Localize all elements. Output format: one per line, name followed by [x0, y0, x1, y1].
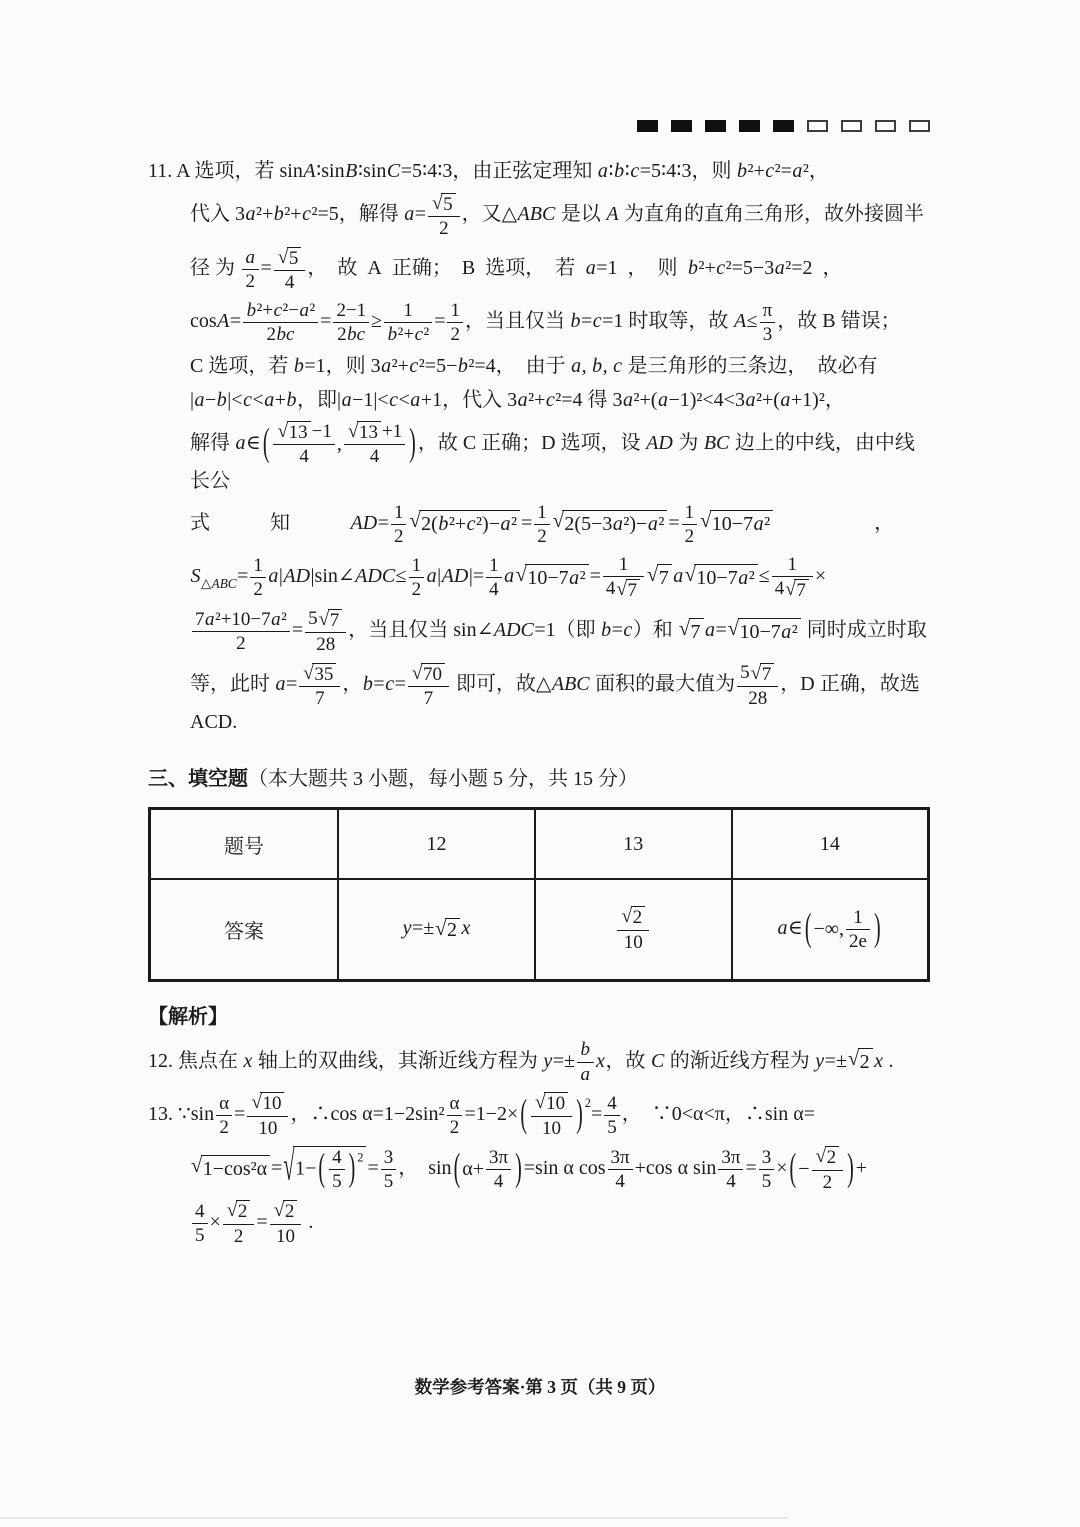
marker-square-filled [739, 120, 760, 132]
scan-artifact-line [0, 1517, 788, 1519]
fraction: $\frac{1}{2}$ [534, 502, 550, 548]
fraction: $\frac{1}{2e}$ [846, 907, 870, 953]
radical-sign-icon: √ [409, 510, 421, 533]
section-3-heading [148, 762, 930, 791]
fraction: √ 13 +1 4 [344, 421, 405, 468]
p11-line-3: 径 为 $\frac{a}{2}$ = √ 5 4 ， 故 A 正确； B 选项， 若 a=1 ， 则 b²+c²=5−3a²=2 ， [190, 246, 843, 293]
fraction: $\frac{\alpha}{2}$ [216, 1093, 232, 1139]
paren-group: ( α+ $\frac{3\pi}{4}$ ) [453, 1146, 522, 1192]
marker-square-empty [841, 120, 862, 132]
marker-square-filled [705, 120, 726, 132]
fraction: 1 4 √ 7 [603, 554, 644, 601]
fraction: √ 70 7 [408, 662, 449, 709]
radical-sign-icon: √ [700, 510, 712, 533]
paren-group: ( − √ 2 2 ) [789, 1146, 854, 1193]
radical-sign-icon: √ [647, 563, 659, 586]
fraction: $\frac{1}{\text{b²+c²}}$ [384, 300, 432, 346]
paren-group: ( −∞, $\frac{1}{2e}$ ) [804, 906, 881, 952]
fraction: 1 4 √ 7 [772, 554, 813, 601]
sqrt: √ 2(5−3a²)−a² [553, 510, 668, 538]
fraction: $\frac{a}{2}$ [242, 247, 259, 293]
sqrt: √ 2 [621, 906, 645, 928]
analysis-label: 【解析】 [148, 1006, 228, 1029]
radical-sign-icon: √ [277, 421, 289, 443]
sqrt: √ 2 [435, 918, 460, 942]
p11-line-6: |a−b|<c<a+b，即|a−1|<c<a+1，代入 3a²+c²=4 得 3a²+(a−1)²<4<3a²+(a+1)²， [190, 388, 845, 411]
fraction: √ 35 7 [299, 662, 340, 709]
radical-sign-icon: √ [815, 1146, 827, 1168]
page-footer: 数学参考答案·第 3 页（共 9 页） [414, 1377, 666, 1397]
radical-sign-icon: √ [684, 563, 696, 586]
fraction: $\frac{3\pi}{4}$ [608, 1147, 633, 1193]
sqrt: √ 7 [647, 564, 672, 592]
problem-13-solution [148, 1092, 930, 1247]
answers-table [148, 807, 930, 982]
sqrt: √ 10−7a² [728, 618, 801, 646]
marker-square-filled [637, 120, 658, 132]
sqrt: √ 1−cos²α [191, 1155, 270, 1183]
fraction: $\frac{3}{5}$ [381, 1147, 397, 1193]
sqrt: √ 10 [251, 1092, 284, 1114]
sqrt: √ 1− ( $\frac{4}{5}$ ) $^2$ [283, 1146, 366, 1193]
radical-sign-icon: √ [251, 1092, 262, 1114]
sqrt: √ 70 [412, 663, 445, 685]
answer-cell-label: 答案 [150, 879, 339, 981]
section-3-note: （本大题共 3 小题，每小题 5 分，共 15 分） [248, 768, 638, 791]
sqrt: √ 2 [816, 1146, 840, 1168]
page-marker-squares [148, 120, 930, 132]
fraction: $\frac{\alpha}{2}$ [447, 1093, 463, 1139]
p11-line-11: 等，此时 a= √ 35 7 ，b=c= √ 70 7 即可，故△ABC 面积的最大值为 5 √ 7 28 ，D 正确，故选 ACD. [190, 662, 920, 734]
sqrt: √ 2 [274, 1200, 298, 1222]
p12-line-1: 12. 焦点在 x 轴上的双曲线，其渐近线方程为 y=± $\frac{b}{a}$ x，故 C 的渐近线方程为 y=± √ 2 x . [148, 1039, 894, 1085]
radical-sign-icon: √ [277, 246, 289, 268]
fraction: √ 13 −1 4 [273, 421, 334, 468]
fraction: $\frac{\text{b²+c²−a²}}{2bc}$ [243, 300, 318, 346]
sqrt: √ 7 [679, 618, 704, 646]
radical-sign-icon: √ [347, 421, 359, 443]
marker-square-empty [875, 120, 896, 132]
sqrt: √ 7 [785, 579, 809, 601]
fraction: $\frac{1}{2}$ [409, 555, 425, 601]
section-3-title: 三、填空题 [148, 768, 248, 791]
fraction: $\frac{3}{5}$ [759, 1147, 775, 1193]
fraction: √ 2 10 [270, 1200, 302, 1247]
sqrt: √ 5 [432, 193, 456, 215]
radical-sign-icon: √ [318, 608, 330, 630]
fraction: $\frac{b}{a}$ [577, 1039, 594, 1085]
fraction: $\frac{1}{2}$ [682, 502, 698, 548]
answer-cell-q12: y=± √ 2 x [338, 879, 535, 981]
radical-sign-icon: √ [273, 1200, 285, 1222]
problem-11-solution [148, 158, 930, 736]
sqrt: √ 7 [319, 609, 343, 631]
sqrt: √ 10−7a² [700, 510, 773, 538]
fraction: $\frac{3\pi}{4}$ [718, 1147, 743, 1193]
header-cell-q12: 12 [338, 809, 535, 879]
radical-sign-icon: √ [534, 1092, 546, 1114]
table-header-row [150, 809, 929, 879]
marker-square-filled [671, 120, 692, 132]
radical-sign-icon: √ [616, 578, 628, 600]
fraction: 5 √ 7 28 [305, 608, 346, 655]
radical-sign-icon: √ [303, 662, 314, 684]
p13-line-1: 13. ∵sin $\frac{\alpha}{2}$ = √ 10 10 ，∴cos α=1−2sin² $\frac{\alpha}{2}$ =1−2× ( √ 10 10 ) $^2$= $\frac{4}{5}$ ， ∵0<α<π，∴sin α= [148, 1092, 815, 1139]
sqrt: √ 5 [278, 247, 302, 269]
fraction: 5 √ 7 28 [737, 662, 778, 709]
sqrt: √ 2(b²+c²)−a² [409, 510, 519, 538]
sqrt: √ 2 [227, 1200, 251, 1222]
fraction: $\frac{1}{2}$ [447, 300, 463, 346]
marker-square-empty [909, 120, 930, 132]
fraction: $\frac{\pi}{3}$ [760, 300, 776, 346]
paren-group: ( √ 10 10 ) [520, 1092, 583, 1139]
fraction: $\frac{\text{7a²+10−7a²}}{2}$ [192, 609, 290, 655]
p11-line-7: 解得 a∈ ( √ 13 −1 4 , √ 13 +1 4 ) ，故 C 正确；D 选项，设 AD 为 BC 边上的中线，由中线长公 [190, 420, 915, 492]
sqrt: √ 7 [751, 663, 775, 685]
header-cell-q13: 13 [535, 809, 732, 879]
fraction: $\frac{2-1}{2bc}$ [333, 300, 369, 346]
fraction: $\frac{4}{5}$ [329, 1147, 345, 1193]
radical-sign-icon: √ [435, 917, 447, 940]
paren-group: ( $\frac{4}{5}$ ) [318, 1147, 356, 1193]
p13-line-2: √ 1−cos²α = √ 1− ( $\frac{4}{5}$ ) $^2$ = $\frac{3}{5}$ ， sin ( α+ $\frac{3\pi}{4}$ ) =sin α cos $\frac{3\pi}{4}$ +cos α sin $\frac{3\pi}{4}$ = $\frac{3}{5}$ × ( − √ 2 2 ) + [191, 1144, 868, 1193]
fraction: √ 10 10 [531, 1092, 572, 1139]
paren-group: ( √ 13 −1 4 , √ 13 +1 4 ) [262, 420, 416, 468]
marker-square-empty [807, 120, 828, 132]
radical-sign-icon: √ [283, 1144, 295, 1190]
radical-sign-icon: √ [750, 662, 762, 684]
fraction: √ 2 10 [617, 906, 649, 953]
sqrt: √ 7 [616, 579, 640, 601]
fraction: $\frac{1}{2}$ [250, 555, 266, 601]
answer-cell-q13 [535, 879, 732, 981]
radical-sign-icon: √ [678, 617, 691, 640]
fraction: √ 2 2 [223, 1200, 255, 1247]
p13-line-3: $\frac{4}{5}$ × √ 2 2 = √ 2 10 . [148, 1200, 930, 1247]
marker-square-filled [773, 120, 794, 132]
fraction: $\frac{1}{4}$ [486, 555, 502, 601]
table-answer-row [150, 879, 929, 981]
fraction: $\frac{4}{5}$ [604, 1093, 620, 1139]
fraction: √ 5 4 [274, 246, 306, 293]
p11-line-4: cosA= $\frac{\text{b²+c²−a²}}{2bc}$ = $\frac{2-1}{2bc}$ ≥ $\frac{1}{\text{b²+c²}}$ = $\frac{1}{2}$ ，当且仅当 b=c=1 时取等，故 A≤ $\frac{\pi}{3}$ ，故 B 错误； [190, 300, 901, 346]
radical-sign-icon: √ [847, 1048, 860, 1071]
radical-sign-icon: √ [226, 1200, 238, 1222]
radical-sign-icon: √ [552, 510, 564, 533]
p11-line-5: C 选项，若 b=1，则 3a²+c²=5−b²=4， 由于 a, b, c 是三角形的三条边， 故必有 [190, 354, 878, 377]
radical-sign-icon: √ [515, 563, 527, 586]
sqrt: √ 10 [535, 1092, 568, 1114]
fraction: √ 2 2 [812, 1146, 844, 1193]
answer-cell-q14: a∈ ( −∞, $\frac{1}{2e}$ ) [732, 879, 929, 981]
fraction: $\frac{4}{5}$ [192, 1201, 208, 1247]
radical-sign-icon: √ [785, 578, 796, 600]
radical-sign-icon: √ [727, 617, 739, 640]
radical-sign-icon: √ [411, 662, 423, 684]
radical-sign-icon: √ [621, 906, 633, 928]
problem-12-solution [148, 1039, 930, 1085]
radical-sign-icon: √ [191, 1155, 203, 1178]
p11-line-1: 11. A 选项，若 sinA∶sinB∶sinC=5∶4∶3，由正弦定理知 a∶b∶c=5∶4∶3，则 b²+c²=a²， [148, 160, 829, 182]
sqrt: √ 10−7a² [516, 564, 589, 592]
fraction: $\frac{3\pi}{4}$ [486, 1147, 511, 1193]
p11-line-2: 代入 3a²+b²+c²=5，解得 a= √ 5 2 ，又△ABC 是以 A 为直角的直角三角形，故外接圆半 [190, 192, 925, 239]
radical-sign-icon: √ [432, 192, 443, 214]
header-cell-q14: 14 [732, 809, 929, 879]
header-cell-question-label: 题号 [150, 809, 339, 879]
sqrt: √ 13 [277, 421, 310, 443]
p11-line-9: $S_{\triangle ABC}=$ $\frac{1}{2}$ a|AD|sin∠ADC≤ $\frac{1}{2}$ a|AD|= $\frac{1}{4}$ a √ 10−7a² = 1 4 √ 7 √ 7 a √ 10−7a² ≤ 1 4 √ 7 × [190, 554, 827, 601]
sqrt: √ 10−7a² [685, 564, 758, 592]
fraction: √ 5 2 [428, 192, 460, 239]
p11-line-8: 式 知 AD= $\frac{1}{2}$ √ 2(b²+c²)−a² = $\frac{1}{2}$ √ 2(5−3a²)−a² = $\frac{1}{2}$ √ 10−7a² ， [190, 501, 895, 547]
p11-line-10: $\frac{\text{7a²+10−7a²}}{2}$ = 5 √ 7 28 ，当且仅当 sin∠ADC=1（即 b=c）和 √ 7 a= √ 10−7a² 同时成立时取 [148, 608, 930, 655]
fraction: $\frac{1}{2}$ [391, 502, 407, 548]
sqrt: √ 35 [303, 663, 336, 685]
sqrt: √ 2 [848, 1048, 873, 1076]
sqrt: √ 13 [348, 421, 381, 443]
fraction: √ 10 10 [247, 1092, 288, 1139]
